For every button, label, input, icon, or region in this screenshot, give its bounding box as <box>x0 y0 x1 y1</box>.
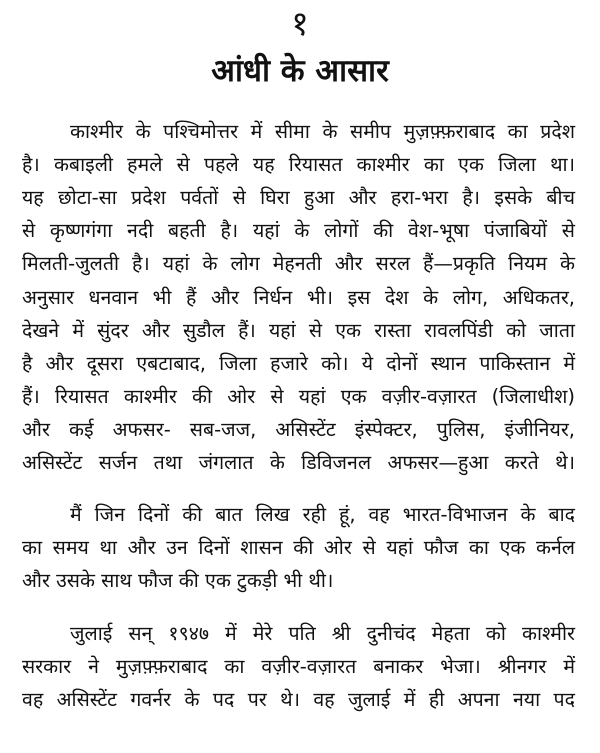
text-line: का समय था और उन दिनों शासन की ओर से यहां फौज का एक कर्नल <box>22 536 575 559</box>
chapter-title: आंधी के आसार <box>211 53 389 89</box>
text-line: अनुसार धनवान भी हैं और निर्धन भी। इस देश के लोग, अधिकतर, <box>22 286 575 309</box>
chapter-number: १ <box>291 4 309 44</box>
text-line: देखने में सुंदर और सुडौल हैं। यहां से एक रास्ता रावलपिंडी को जाता <box>22 319 575 342</box>
text-line: असिस्टेंट सर्जन तथा जंगलात के डिविजनल अफसर—हुआ करते थे। <box>22 451 575 474</box>
text-line: मैं जिन दिनों की बात लिख रही हूं, वह भारत-विभाजन के बाद <box>70 503 575 526</box>
text-line: और उसके साथ फौज की एक टुकड़ी भी थी। <box>22 569 334 592</box>
text-line: है। कबाइली हमले से पहले यह रियासत काश्मीर का एक जिला था। <box>22 153 575 176</box>
text-line: यह छोटा-सा प्रदेश पर्वतों से घिरा हुआ और हरा-भरा है। इसके बीच <box>22 186 575 209</box>
text-line: हैं। रियासत काश्मीर की ओर से यहां एक वज़ीर-वज़ारत (जिलाधीश) <box>22 385 575 408</box>
text-line: सरकार ने मुज़फ़्फ़राबाद का वज़ीर-वज़ारत बनाकर भेजा। श्रीनगर में <box>22 655 575 678</box>
text-line: जुलाई सन् १९४७ में मेरे पति श्री दुनीचंद मेहता को काश्मीर <box>70 622 575 645</box>
text-line: काश्मीर के पश्चिमोत्तर में सीमा के समीप मुज़फ़्फ़राबाद का प्रदेश <box>70 120 575 143</box>
text-line: से कृष्णगंगा नदी बहती है। यहां के लोगों की वेश-भूषा पंजाबियों से <box>22 219 575 242</box>
text-line: मिलती-जुलती है। यहां के लोग मेहनती और सरल हैं—प्रकृति नियम के <box>22 252 575 275</box>
text-line: और कई अफसर- सब-जज, असिस्टेंट इंस्पेक्टर, पुलिस, इंजीनियर, <box>22 418 575 441</box>
text-line: वह असिस्टेंट गवर्नर के पद पर थे। वह जुलाई में ही अपना नया पद <box>22 688 575 711</box>
text-line: है और दूसरा एबटाबाद, जिला हजारे को। ये दोनों स्थान पाकिस्तान में <box>22 352 575 375</box>
